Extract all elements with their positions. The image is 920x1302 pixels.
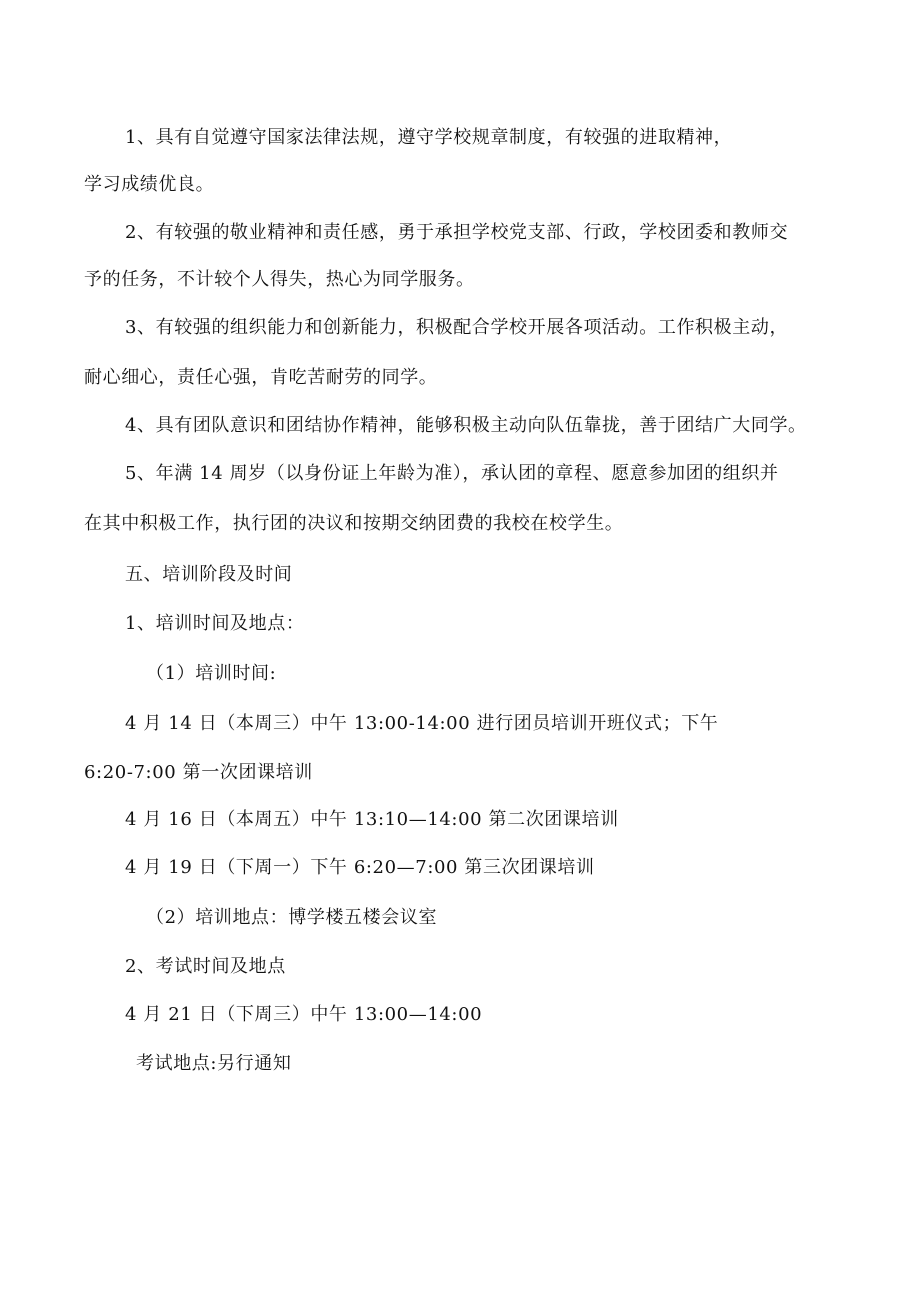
requirement-4-line-1: 4、具有团队意识和团结协作精神，能够积极主动向队伍靠拢，善于团结广大同学。 <box>125 415 807 436</box>
exam-heading: 2、考试时间及地点 <box>125 956 286 977</box>
section-5-heading: 五、培训阶段及时间 <box>125 564 293 585</box>
schedule-line-1: 4 月 14 日（本周三）中午 13:00-14:00 进行团员培训开班仪式；下午 <box>125 713 719 734</box>
schedule-line-2: 6:20-7:00 第一次团课培训 <box>84 762 313 783</box>
training-heading: 1、培训时间及地点： <box>125 613 305 634</box>
requirement-2-line-1: 2、有较强的敬业精神和责任感，勇于承担学校党支部、行政，学校团委和教师交 <box>125 222 789 243</box>
training-time-label: （1）培训时间: <box>146 663 277 684</box>
requirement-3-line-2: 耐心细心，责任心强，肯吃苦耐劳的同学。 <box>84 367 438 388</box>
exam-location: 考试地点:另行通知 <box>136 1053 292 1074</box>
requirement-1-line-2: 学习成绩优良。 <box>84 174 215 195</box>
requirement-2-line-2: 予的任务，不计较个人得失，热心为同学服务。 <box>84 269 475 290</box>
exam-time: 4 月 21 日（下周三）中午 13:00—14:00 <box>125 1004 483 1025</box>
training-location: （2）培训地点：博学楼五楼会议室 <box>146 907 438 928</box>
requirement-1-line-1: 1、具有自觉遵守国家法律法规，遵守学校规章制度，有较强的进取精神， <box>125 127 733 148</box>
requirement-5-line-1: 5、年满 14 周岁（以身份证上年龄为准），承认团的章程、愿意参加团的组织并 <box>125 463 779 484</box>
schedule-line-3: 4 月 16 日（本周五）中午 13:10—14:00 第二次团课培训 <box>125 809 619 830</box>
requirement-3-line-1: 3、有较强的组织能力和创新能力，积极配合学校开展各项活动。工作积极主动， <box>125 317 789 338</box>
schedule-line-4: 4 月 19 日（下周一）下午 6:20—7:00 第三次团课培训 <box>125 857 595 878</box>
requirement-5-line-2: 在其中积极工作，执行团的决议和按期交纳团费的我校在校学生。 <box>84 513 624 534</box>
